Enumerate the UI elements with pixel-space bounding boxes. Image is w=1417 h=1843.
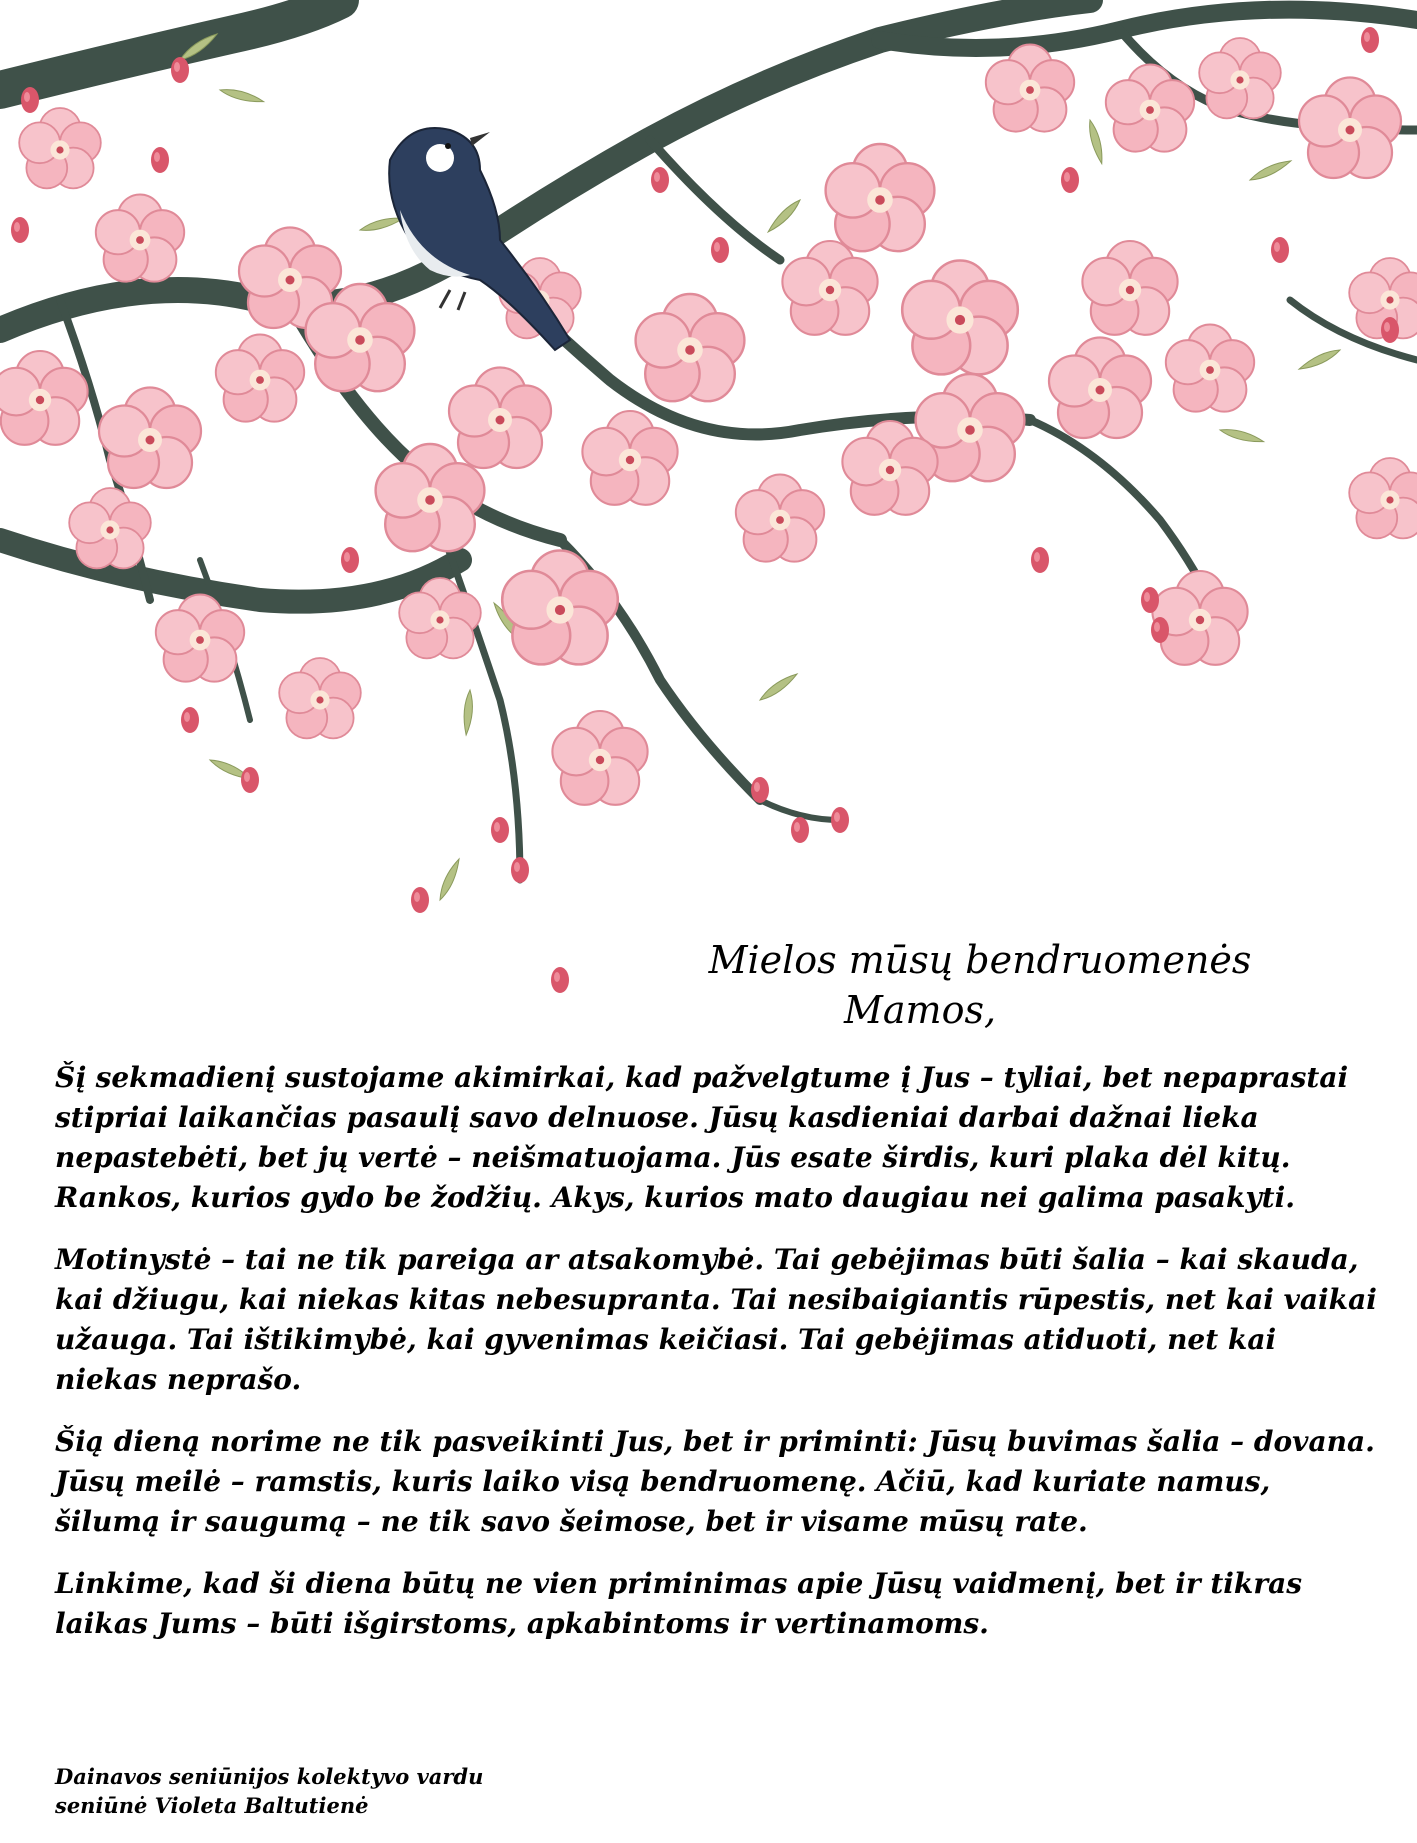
bird-illustration xyxy=(389,128,570,350)
greeting-heading xyxy=(560,935,1400,1035)
paragraph-4: Linkime, kad ši diena būtų ne vien priminimas apie Jūsų vaidmenį, bet ir tikras laikas Jums – būti išgirstoms, apkabintoms ir vertinamoms. xyxy=(55,1567,1302,1640)
signature-line-1: Dainavos seniūnijos kolektyvo vardu xyxy=(55,1764,484,1789)
branches xyxy=(0,0,1417,880)
paragraph-3: Šią dieną norime ne tik pasveikinti Jus, bet ir priminti: Jūsų buvimas šalia – dovana. Jūsų meilė – ramstis, kuris laiko visą bendruomenę. Ačiū, kad kuriate namus, šilumą ir saugumą – ne tik savo šeimose, bet ir visame mūsų rate. xyxy=(55,1425,1375,1538)
paragraph-2: Motinystė – tai ne tik pareiga ar atsakomybė. Tai gebėjimas būti šalia – kai skauda, kai džiugu, kai niekas kitas nebesupranta. Tai nesibaigiantis rūpestis, net kai vaikai užauga. Tai ištikimybė, kai gyvenimas keičiasi. Tai gebėjimas atiduoti, net kai niekas neprašo. xyxy=(55,1243,1377,1396)
greeting-line-1: Mielos mūsų bendruomenės xyxy=(708,938,1252,982)
letter-body xyxy=(55,1058,1385,1666)
paragraph-1: Šį sekmadienį sustojame akimirkai, kad pažvelgtume į Jus – tyliai, bet nepaprastai stipriai laikančias pasaulį savo delnuose. Jūsų kasdieniai darbai dažnai lieka nepastebėti, bet jų vertė – neišmatuojama. Jūs esate širdis, kuri plaka dėl kitų. Rankos, kurios gydo be žodžių. Akys, kurios mato daugiau nei galima pasakyti. xyxy=(55,1061,1349,1214)
signature-block xyxy=(55,1762,483,1820)
buds xyxy=(11,27,1399,993)
leaves xyxy=(177,32,1342,901)
blossoms xyxy=(0,38,1417,805)
signature-line-2: seniūnė Violeta Baltutienė xyxy=(55,1793,369,1818)
greeting-line-2: Mamos, xyxy=(843,988,997,1032)
